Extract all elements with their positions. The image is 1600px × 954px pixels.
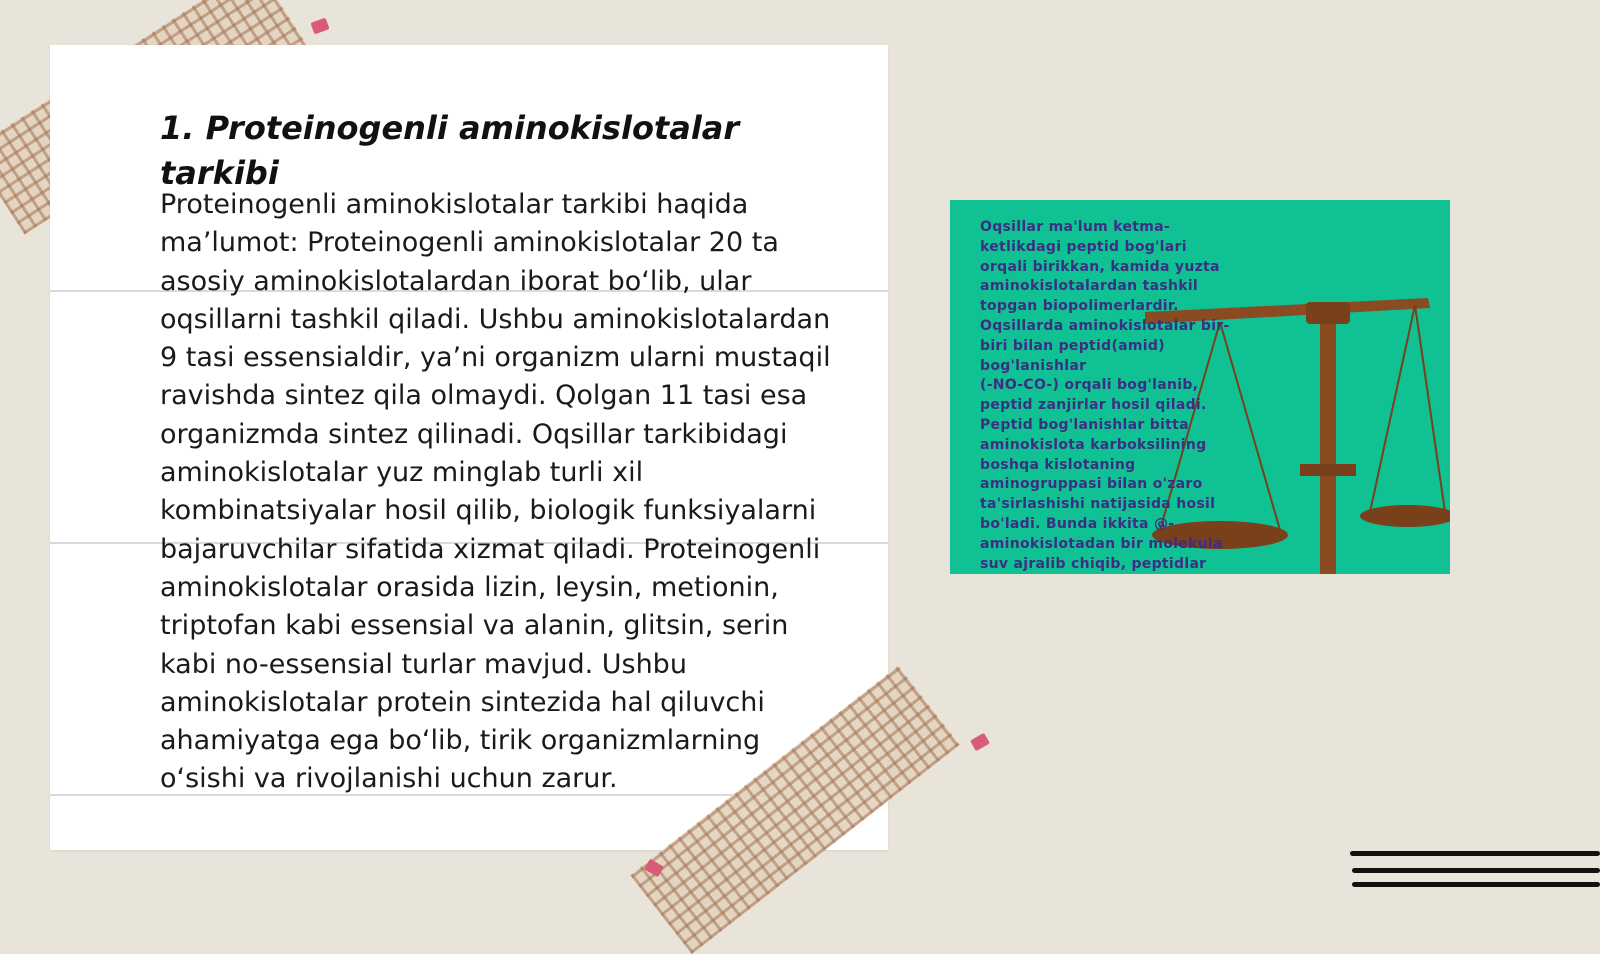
decor-stripe-1	[1350, 851, 1600, 856]
scale-illustration	[950, 200, 1450, 574]
decor-stripe-2	[1352, 868, 1600, 873]
tape-pin-bottom-right	[970, 733, 990, 751]
slide-body-text: Proteinogenli aminokislotalar tarkibi haqida ma’lumot: Proteinogenli aminokislotalar 20 ta asosiy aminokislotalardan iborat bo‘lib, ular oqsillarni tashkil qiladi. Ushbu aminokislotalardan 9 tasi essensialdir, ya’ni organizm ularni mustaqil ravishda sintez qila olmaydi. Qolgan 11 tasi esa organizmda sintez qilinadi. Oqsillar tarkibidagi aminokislotalar yuz minglab turli xil kombinatsiyalar hosil qilib, biologik funksiyalarni bajaruvchilar sifatida xizmat qiladi. Proteinogenli aminokislotalar orasida lizin, leysin, metionin, triptofan kabi essensial va alanin, glitsin, serin kabi no-essensial turlar mavjud. Ushbu aminokislotalar protein sintezida hal qiluvchi ahamiyatga ega bo‘lib, tirik organizmlarning o‘sishi va rivojlanishi uchun zarur.	[160, 189, 831, 795]
decor-stripe-3	[1352, 882, 1600, 887]
slide-title: 1. Proteinogenli aminokislotalar tarkibi	[160, 109, 740, 192]
tape-pin-top	[310, 18, 329, 35]
image-caption-text: Oqsillar ma'lum ketma- ketlikdagi peptid bog'lari orqali birikkan, kamida yuzta aminokislotalardan tashkil topgan biopolimerlardir. Oqsillarda aminokislotalar bir- biri bilan peptid(amid) bog'lanishlar (-NO-CO-) orqali bog'lanib, peptid zanjirlar hosil qiladi. Peptid bog'lanishlar bitta aminokislota karboksilining boshqa kislotaning aminogruppasi bilan o'zaro ta'sirlashishi natijasida hosil bo'ladi. Bunda ikkita @- aminokislotadan bir molekula suv ajralib chiqib, peptidlar	[980, 219, 1230, 572]
